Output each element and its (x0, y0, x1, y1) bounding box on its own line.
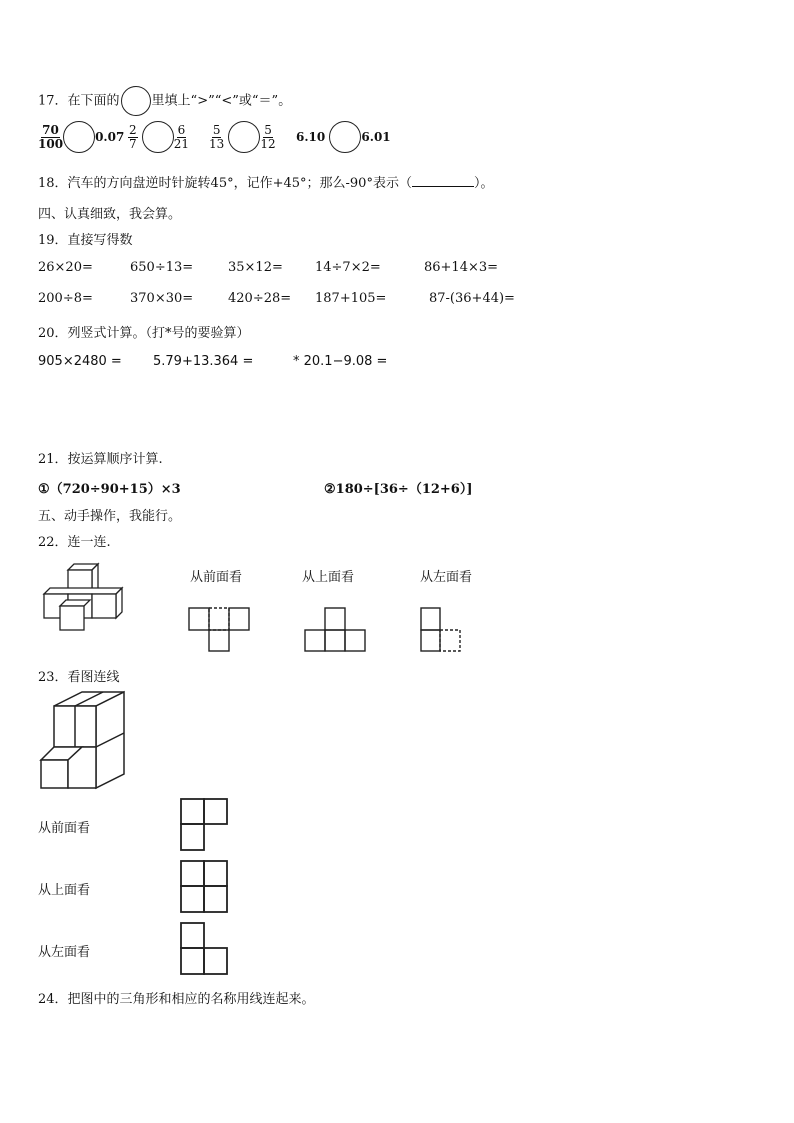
q17-instruction (38, 86, 291, 116)
q20-item-1: 905×2480 = (38, 354, 122, 369)
q18-close: ）。 (473, 176, 494, 191)
answer-circle[interactable] (63, 121, 95, 153)
q23-cube-solid (38, 690, 134, 790)
q22-view-top-shape (304, 607, 368, 653)
q17-item-1: $\frac{70}{100}$ 0.07 (38, 121, 124, 153)
fraction: $\frac{6}{21}$ (173, 122, 190, 151)
q17-suffix: 里填上“>”“<”或“＝”。 (151, 93, 292, 109)
fraction: $\frac{70}{100}$ (38, 122, 64, 151)
q19-r1c4: 14÷7×2= (315, 260, 381, 275)
q23-view-front-label: 从前面看 (38, 821, 91, 836)
q23-view-shape-1 (179, 797, 231, 853)
q19-r1c1: 26×20= (38, 260, 93, 275)
q19-r1c5: 86+14×3= (424, 260, 499, 275)
q18-text (38, 172, 493, 191)
q23-view-left-label: 从左面看 (38, 945, 91, 960)
q19-r1c2: 650÷13= (130, 260, 194, 275)
q19-r2c2: 370×30= (130, 291, 194, 306)
q19-r2c3: 420÷28= (228, 291, 292, 306)
q22-view-top-label: 从上面看 (302, 570, 355, 585)
q19-r2c1: 200÷8= (38, 291, 93, 306)
q23-title: 23．看图连线 (38, 670, 120, 685)
q22-view-front-label: 从前面看 (190, 570, 243, 585)
q20-item-2: 5.79+13.364 = (153, 354, 254, 369)
q19-r1c3: 35×12= (228, 260, 283, 275)
q17-item-3 (209, 121, 276, 153)
q22-view-left-shape (420, 607, 466, 653)
q17-item-4: 6.10 6.01 (296, 121, 391, 153)
q22-view-left-label: 从左面看 (420, 570, 473, 585)
q22-cube-solid (40, 562, 140, 634)
q21-title: 21．按运算顺序计算. (38, 452, 163, 467)
q18-question: 18．汽车的方向盘逆时针旋转45°，记作+45°；那么-90°表示（ (38, 176, 412, 191)
q17-prefix: 17．在下面的 (38, 93, 120, 109)
answer-circle[interactable] (142, 121, 174, 153)
section-5-heading: 五、动手操作，我能行。 (38, 509, 182, 524)
q19-r2c4: 187+105= (315, 291, 387, 306)
q19-title: 19．直接写得数 (38, 233, 133, 248)
q23-view-top-label: 从上面看 (38, 883, 91, 898)
answer-circle-icon (121, 86, 151, 116)
fraction: $\frac{5}{13}$ (209, 122, 225, 151)
q20-item-3: * 20.1−9.08 = (293, 354, 388, 369)
answer-circle[interactable] (228, 121, 260, 153)
q19-r2c5: 87-(36+44)= (429, 291, 515, 306)
answer-blank[interactable] (412, 175, 474, 187)
fraction: $\frac{5}{12}$ (260, 122, 276, 151)
q17-item-2 (128, 121, 189, 153)
q23-view-shape-2 (179, 859, 231, 915)
q24-title: 24．把图中的三角形和相应的名称用线连起来。 (38, 992, 315, 1007)
fraction: $\frac{2}{7}$ (129, 122, 137, 151)
q20-title: 20．列竖式计算。（打*号的要验算） (38, 326, 250, 341)
q23-view-shape-3 (179, 921, 231, 977)
q21-item-1: ①（720÷90+15）×3 (38, 482, 181, 497)
q21-item-2: ②180÷[36÷（12+6）] (324, 482, 473, 497)
section-4-heading: 四、认真细致，我会算。 (38, 207, 182, 222)
q22-title: 22．连一连. (38, 535, 111, 550)
q22-view-front-shape (188, 607, 252, 653)
answer-circle[interactable] (329, 121, 361, 153)
